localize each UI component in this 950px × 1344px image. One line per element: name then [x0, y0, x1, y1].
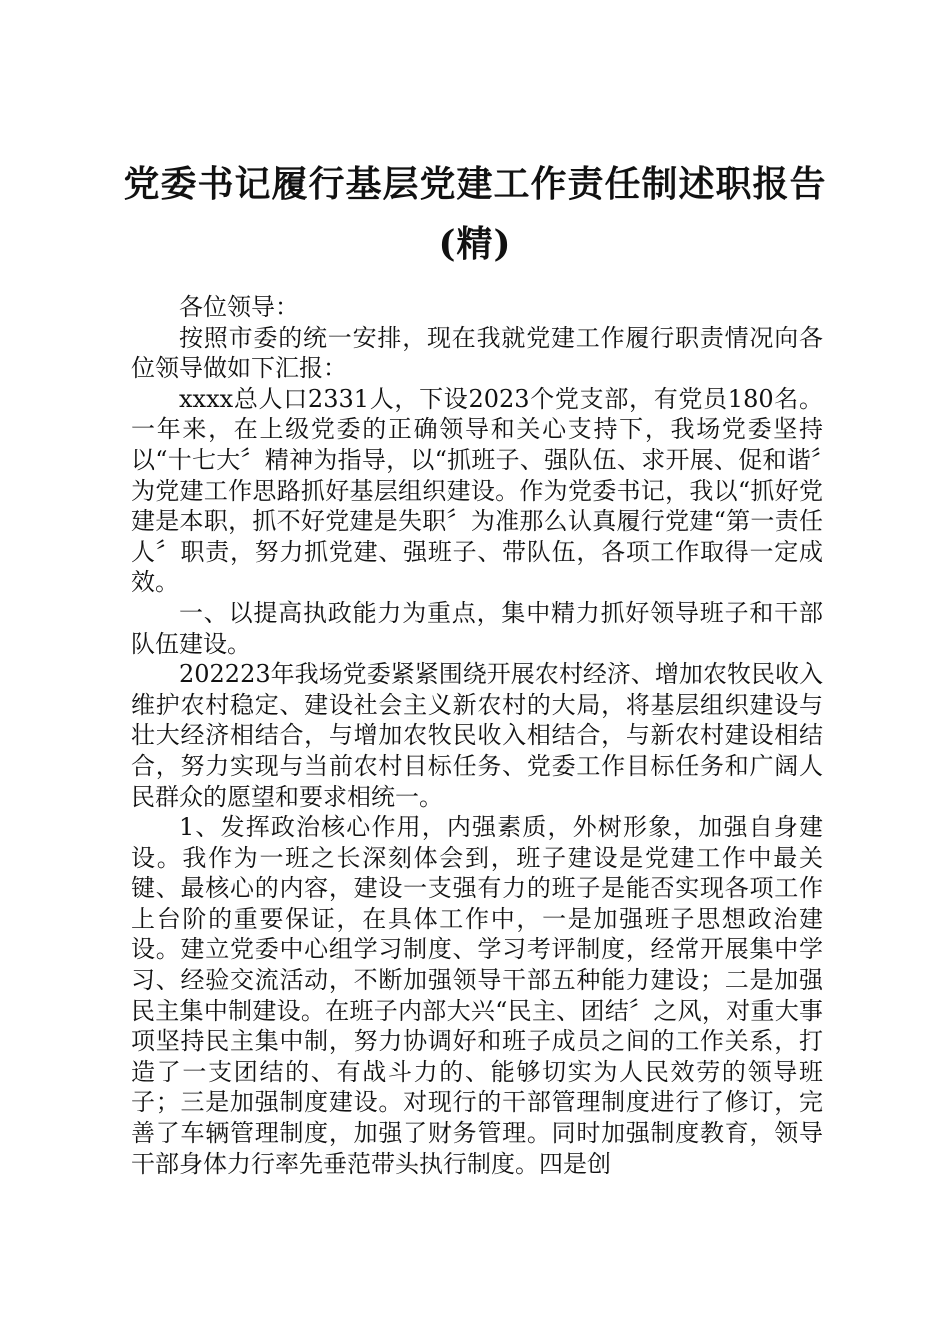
paragraph-section-1: 202223年我场党委紧紧围绕开展农村经济、增加农牧民收入维护农村稳定、建设社会主义新农村的大局，将基层组织建设与壮大经济相结合，与增加农牧民收入相结合，与新农村建设相结合，努力实现与当前农村目标任务、党委工作目标任务和广阔人民群众的愿望和要求相统一。 — [131, 660, 823, 811]
salutation: 各位领导： — [179, 293, 299, 321]
section-heading-1: 一、以提高执政能力为重点，集中精力抓好领导班子和干部队伍建设。 — [131, 598, 823, 658]
paragraph-intro: 按照市委的统一安排，现在我就党建工作履行职责情况向各位领导做如下汇报： — [131, 323, 823, 383]
document-body — [131, 292, 823, 1179]
document-title: 党委书记履行基层党建工作责任制述职报告 — [123, 163, 827, 205]
paragraph-item-1: 1、发挥政治核心作用，内强素质，外树形象，加强自身建设。我作为一班之长深刻体会到，班子建设是党建工作中最关键、最核心的内容，建设一支强有力的班子是能否实现各项工作上台阶的重要保证，在具体工作中，一是加强班子思想政治建设。建立党委中心组学习制度、学习考评制度，经常开展集中学习、经验交流活动，不断加强领导干部五种能力建设；二是加强民主集中制建设。在班子内部大兴“民主、团结〞之风，对重大事项坚持民主集中制，努力协调好和班子成员之间的工作关系，打造了一支团结的、有战斗力的、能够切实为人民效劳的领导班子；三是加强制度建设。对现行的干部管理制度进行了修订，完善了车辆管理制度，加强了财务管理。同时加强制度教育，领导干部身体力行率先垂范带头执行制度。四是创 — [131, 813, 823, 1178]
paragraph-overview: xxxx总人口2331人，下设2023个党支部，有党员180名。一年来，在上级党委的正确领导和关心支持下，我场党委坚持以“十七大〞精神为指导，以“抓班子、强队伍、求开展、促和谐〞为党建工作思路抓好基层组织建设。作为党委书记，我以“抓好党建是本职，抓不好党建是失职〞为准那么认真履行党建“第一责任人〞职责，努力抓党建、强班子、带队伍，各项工作取得一定成效。 — [131, 384, 823, 597]
document-title-suffix: (精) — [438, 223, 512, 265]
